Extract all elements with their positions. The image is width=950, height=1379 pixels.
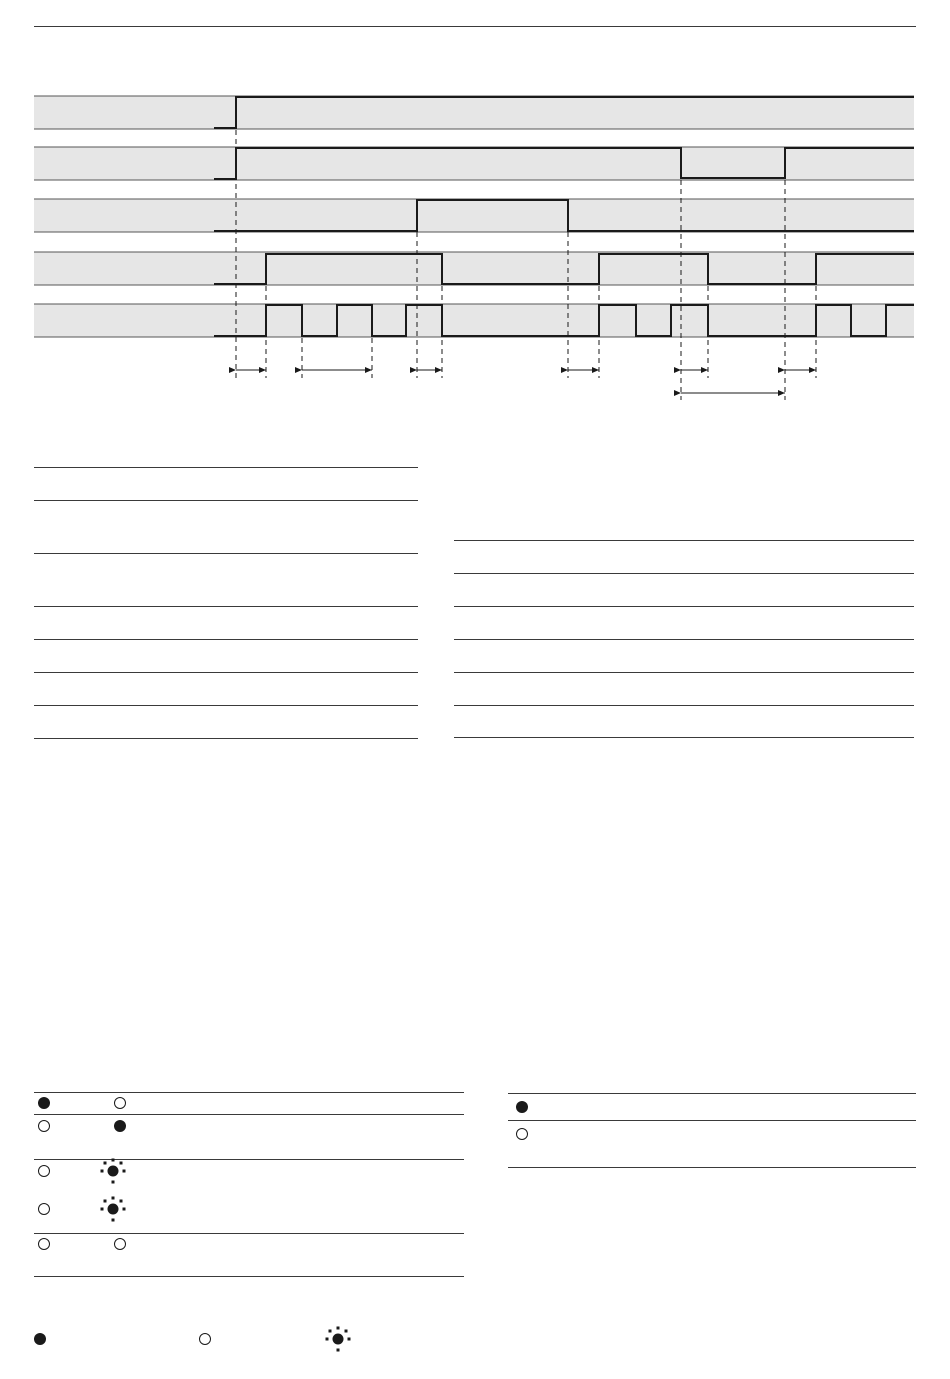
led-off-icon [38, 1120, 50, 1132]
led-on-icon [114, 1120, 126, 1132]
led-flashing-icon [100, 1158, 126, 1184]
legend-led-flashing-icon [325, 1326, 351, 1352]
led-off-icon [38, 1165, 50, 1177]
interval-arrows [236, 370, 816, 393]
led-flashing-icon [100, 1196, 126, 1222]
signal-row-3 [34, 199, 914, 232]
legend-led-on-icon [34, 1333, 46, 1345]
led-off-icon [516, 1128, 528, 1140]
legend-led-off-icon [199, 1333, 211, 1345]
led-off-icon [38, 1203, 50, 1215]
signal-row-1 [34, 96, 914, 129]
led-off-icon [114, 1097, 126, 1109]
led-on-icon [38, 1097, 50, 1109]
led-off-icon [114, 1238, 126, 1250]
timing-diagram-svg [0, 0, 950, 420]
signal-row-5 [34, 304, 914, 337]
signal-row-2 [34, 147, 914, 180]
led-off-icon [38, 1238, 50, 1250]
led-on-icon [516, 1101, 528, 1113]
signal-row-4 [34, 252, 914, 285]
